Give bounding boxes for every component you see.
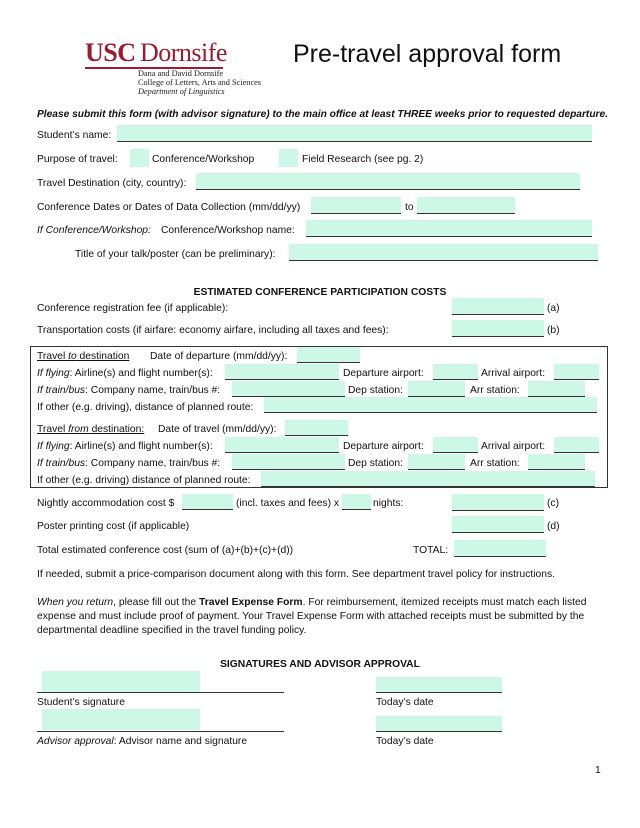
to-flying-label: If flying: Airline(s) and flight number(s):	[37, 368, 213, 379]
from-other-field[interactable]	[261, 471, 595, 487]
nights-count-field[interactable]	[342, 494, 371, 510]
field-research-option-label: Field Research (see pg. 2)	[302, 154, 424, 165]
conference-option-label: Conference/Workshop	[152, 154, 255, 165]
from-arr-airport-label: Arrival airport:	[481, 441, 546, 452]
poster-cost-field[interactable]	[452, 516, 544, 533]
transport-label: Transportation costs (if airfare: economy airfare, including all taxes and fees):	[37, 325, 389, 336]
from-other-label: If other (e.g. driving) distance of planned route:	[37, 475, 251, 486]
total-cost-field[interactable]	[454, 540, 546, 557]
conference-name-label: Conference/Workshop name:	[161, 225, 295, 236]
logo-usc: USC	[85, 38, 136, 67]
registration-fee-field[interactable]	[452, 298, 544, 315]
return-note-line-3: departmental deadline specified in the travel funding policy.	[37, 625, 307, 636]
registration-tag: (a)	[547, 303, 560, 314]
poster-tag: (d)	[547, 521, 560, 532]
advisor-signature-label: Advisor approval: Advisor name and signature	[37, 736, 248, 747]
student-name-label: Student’s name:	[37, 130, 112, 141]
from-train-field[interactable]	[232, 454, 345, 470]
logo-line-1: Dana and David Dornsife	[138, 69, 224, 78]
accommodation-total-field[interactable]	[452, 494, 544, 511]
purpose-label: Purpose of travel:	[37, 154, 118, 165]
total-label: TOTAL:	[413, 545, 449, 556]
destination-field[interactable]	[196, 173, 580, 190]
to-flight-field[interactable]	[225, 364, 339, 380]
total-description: Total estimated conference cost (sum of (a)+(b)+(c)+(d))	[37, 545, 294, 556]
end-date-field[interactable]	[417, 197, 515, 214]
to-train-field[interactable]	[232, 381, 345, 397]
from-train-label: If train/bus: Company name, train/bus #:	[37, 458, 221, 469]
transport-tag: (b)	[547, 325, 560, 336]
to-other-field[interactable]	[264, 397, 597, 413]
departure-date-label: Date of departure (mm/dd/yy):	[150, 351, 288, 362]
transport-cost-field[interactable]	[452, 320, 544, 337]
from-dep-station-field[interactable]	[408, 454, 465, 470]
advisor-date-label: Today’s date	[376, 736, 434, 747]
price-comparison-note: If needed, submit a price-comparison document along with this form. See department travel policy for instructions.	[37, 569, 555, 580]
conference-checkbox[interactable]	[130, 149, 149, 167]
student-date-label: Today’s date	[376, 697, 434, 708]
start-date-field[interactable]	[311, 197, 401, 214]
registration-label: Conference registration fee (if applicable):	[37, 303, 229, 314]
to-train-label: If train/bus: Company name, train/bus #:	[37, 385, 221, 396]
advisor-signature-field[interactable]	[42, 709, 200, 730]
signatures-heading: SIGNATURES AND ADVISOR APPROVAL	[220, 659, 420, 670]
from-dep-airport-label: Departure airport:	[343, 441, 424, 452]
student-signature-line	[37, 692, 284, 693]
return-date-field[interactable]	[285, 420, 348, 436]
from-flight-field[interactable]	[225, 437, 339, 453]
conference-name-field[interactable]	[306, 220, 592, 237]
student-signature-label: Student’s signature	[37, 697, 125, 708]
destination-label: Travel Destination (city, country):	[37, 178, 187, 189]
costs-heading: ESTIMATED CONFERENCE PARTICIPATION COSTS	[193, 287, 447, 298]
nights-label: nights:	[373, 498, 404, 509]
return-date-label: Date of travel (mm/dd/yy):	[158, 424, 277, 435]
if-conference-label: If Conference/Workshop:	[37, 225, 151, 236]
talk-title-field[interactable]	[289, 244, 598, 261]
nightly-cost-label: Nightly accommodation cost $	[37, 498, 175, 509]
to-arr-station-label: Arr station:	[470, 385, 520, 396]
to-other-label: If other (e.g. driving), distance of planned route:	[37, 402, 254, 413]
return-note-line-1: When you return, please fill out the Travel Expense Form. For reimbursement, itemized receipts must match each listed	[37, 597, 587, 608]
page-number: 1	[595, 765, 601, 776]
logo-line-3: Department of Linguistics	[138, 87, 225, 96]
from-arr-airport-field[interactable]	[554, 437, 599, 453]
to-dep-station-label: Dep station:	[348, 385, 403, 396]
departure-date-field[interactable]	[297, 347, 360, 363]
page-title: Pre-travel approval form	[293, 40, 562, 68]
instruction-text: Please submit this form (with advisor signature) to the main office at least THREE weeks prior to requested departure.	[37, 109, 609, 120]
to-dep-station-field[interactable]	[408, 381, 465, 397]
to-dep-airport-label: Departure airport:	[343, 368, 424, 379]
field-research-checkbox[interactable]	[279, 149, 298, 167]
return-note-line-2: expense and must include proof of payment. Your Travel Expense Form with attached receipts must be submitted by the	[37, 611, 585, 622]
logo-line-2: College of Letters, Arts and Sciences	[138, 78, 262, 87]
to-arr-station-field[interactable]	[528, 381, 585, 397]
poster-cost-label: Poster printing cost (if applicable)	[37, 521, 190, 532]
to-dep-airport-field[interactable]	[433, 364, 478, 380]
dates-label: Conference Dates or Dates of Data Collection (mm/dd/yy)	[37, 202, 301, 213]
travel-to-heading: Travel to destination	[37, 351, 130, 362]
advisor-date-field[interactable]	[376, 716, 502, 732]
from-flying-label: If flying: Airline(s) and flight number(s):	[37, 441, 213, 452]
advisor-signature-line	[37, 731, 284, 732]
to-arr-airport-label: Arrival airport:	[481, 368, 546, 379]
talk-title-label: Title of your talk/poster (can be preliminary):	[75, 249, 276, 260]
from-arr-station-label: Arr station:	[470, 458, 520, 469]
from-dep-airport-field[interactable]	[433, 437, 478, 453]
to-arr-airport-field[interactable]	[554, 364, 599, 380]
incl-fees-label: (incl. taxes and fees) x	[236, 498, 340, 509]
from-dep-station-label: Dep station:	[348, 458, 403, 469]
travel-from-heading: Travel from destination:	[37, 424, 145, 435]
from-arr-station-field[interactable]	[528, 454, 585, 470]
to-label: to	[405, 202, 414, 213]
student-date-field[interactable]	[376, 677, 502, 693]
nightly-cost-field[interactable]	[182, 494, 233, 510]
student-name-field[interactable]	[117, 125, 592, 142]
logo-dornsife: Dornsife	[140, 38, 227, 67]
accommodation-tag: (c)	[547, 498, 560, 509]
student-signature-field[interactable]	[42, 671, 200, 692]
